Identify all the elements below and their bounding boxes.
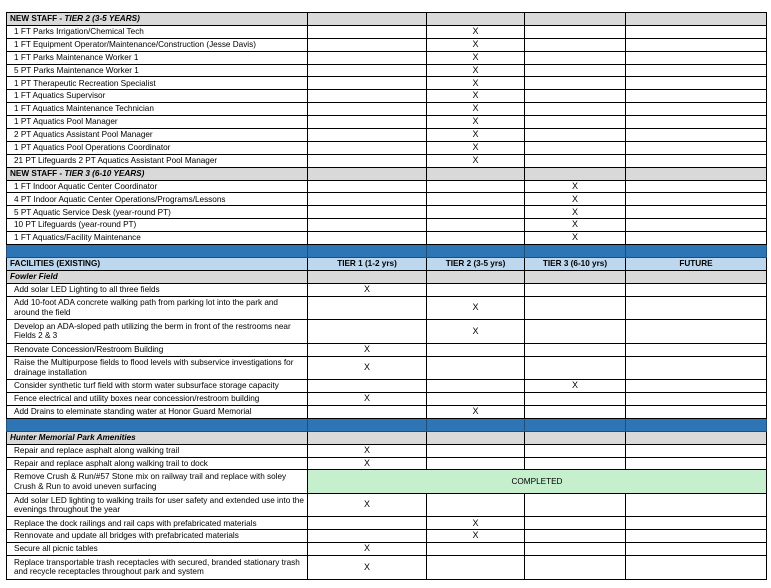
- tier-mark: X: [427, 320, 525, 344]
- table-row: [7, 129, 767, 142]
- table-row: [7, 380, 767, 393]
- row-label: Add 10-foot ADA concrete walking path from parking lot into the park and around the field: [7, 296, 308, 320]
- row-label: 1 PT Aquatics Pool Operations Coordinator: [7, 141, 308, 154]
- tier-mark: X: [525, 380, 626, 393]
- row-label: Secure all picnic tables: [7, 543, 308, 556]
- tier-mark: X: [427, 116, 525, 129]
- row-label: Fence electrical and utility boxes near concession/restroom building: [7, 392, 308, 405]
- tier-mark: X: [308, 543, 427, 556]
- tier-mark: X: [427, 296, 525, 320]
- table-row: [7, 25, 767, 38]
- tier-mark: X: [427, 90, 525, 103]
- section-title-staff-tier3: [7, 167, 308, 180]
- tier-mark: X: [308, 356, 427, 380]
- column-header-tier1: TIER 1 (1-2 yrs): [308, 258, 427, 271]
- table-row: [7, 470, 767, 494]
- row-label: Add Drains to eleminate standing water at Honor Guard Memorial: [7, 405, 308, 418]
- row-label: 1 FT Parks Irrigation/Chemical Tech: [7, 25, 308, 38]
- table-row: [7, 493, 767, 517]
- table-row: [7, 116, 767, 129]
- table-row: [7, 141, 767, 154]
- tier-mark: X: [525, 206, 626, 219]
- tier-mark: X: [427, 405, 525, 418]
- table-row: [7, 356, 767, 380]
- table-row: [7, 530, 767, 543]
- tier-mark: X: [427, 154, 525, 167]
- tier-mark: X: [308, 283, 427, 296]
- plan-table-container: [6, 12, 766, 580]
- table-row: [7, 457, 767, 470]
- facilities-header-label: FACILITIES (EXISTING): [7, 258, 308, 271]
- section-title-prefix: NEW STAFF -: [10, 14, 65, 24]
- tier-mark: X: [427, 517, 525, 530]
- completed-badge: COMPLETED: [308, 470, 767, 494]
- staffing-facilities-table: [6, 12, 767, 580]
- column-header-future: FUTURE: [626, 258, 767, 271]
- section-title-tier: TIER 3 (6-10 YEARS): [64, 168, 145, 178]
- tier-mark: X: [427, 25, 525, 38]
- subsection-title: Fowler Field: [7, 270, 308, 283]
- table-row: [7, 283, 767, 296]
- row-label: Add solar LED lighting to walking trails for user safety and extended use into the evenings throughout the year: [7, 493, 308, 517]
- table-row: [7, 543, 767, 556]
- section-row-staff-tier3: [7, 167, 767, 180]
- table-row: [7, 296, 767, 320]
- tier-mark: X: [525, 180, 626, 193]
- row-label: Renovate Concession/Restroom Building: [7, 343, 308, 356]
- row-label: 1 FT Indoor Aquatic Center Coordinator: [7, 180, 308, 193]
- row-label: Raise the Multipurpose fields to flood levels with subservice investigations for drainage installation: [7, 356, 308, 380]
- section-title-prefix: NEW STAFF -: [10, 168, 65, 178]
- row-label: 5 PT Parks Maintenance Worker 1: [7, 64, 308, 77]
- table-row: [7, 180, 767, 193]
- facilities-header-row: [7, 258, 767, 271]
- row-label: Replace transportable trash receptacles with secured, branded stationary trash and recycle receptacles throughout park and system: [7, 556, 308, 580]
- row-label: 1 FT Equipment Operator/Maintenance/Construction (Jesse Davis): [7, 38, 308, 51]
- tier-mark: X: [525, 232, 626, 245]
- row-label: Replace the dock railings and rail caps with prefabricated materials: [7, 517, 308, 530]
- tier-mark: X: [427, 141, 525, 154]
- row-label: 1 FT Parks Maintenance Worker 1: [7, 51, 308, 64]
- table-row: [7, 206, 767, 219]
- subsection-title: Hunter Memorial Park Amenities: [7, 431, 308, 444]
- table-row: [7, 103, 767, 116]
- tier-mark: X: [427, 103, 525, 116]
- section-title-tier: TIER 2 (3-5 YEARS): [64, 14, 140, 24]
- tier-mark: X: [308, 556, 427, 580]
- table-row: [7, 77, 767, 90]
- tier-mark: X: [308, 457, 427, 470]
- table-row: [7, 193, 767, 206]
- row-label: 1 FT Aquatics/Facility Maintenance: [7, 232, 308, 245]
- row-label: Develop an ADA-sloped path utilizing the berm in front of the restrooms near Fields 2 & 3: [7, 320, 308, 344]
- staff-tier2-rows: [7, 25, 767, 167]
- row-label: 1 FT Aquatics Supervisor: [7, 90, 308, 103]
- table-row: [7, 405, 767, 418]
- section-divider-band: [7, 418, 767, 431]
- table-row: [7, 444, 767, 457]
- row-label: 1 PT Aquatics Pool Manager: [7, 116, 308, 129]
- table-row: [7, 517, 767, 530]
- row-label: 1 PT Therapeutic Recreation Specialist: [7, 77, 308, 90]
- row-label: Remove Crush & Run/#57 Stone mix on railway trail and replace with soley Crush & Run to avoid uneven surfacing: [7, 470, 308, 494]
- section-divider-band: [7, 245, 767, 258]
- tier-mark: X: [427, 530, 525, 543]
- row-label: 21 PT Lifeguards 2 PT Aquatics Assistant Pool Manager: [7, 154, 308, 167]
- table-row: [7, 90, 767, 103]
- tier-mark: X: [427, 129, 525, 142]
- table-row: [7, 392, 767, 405]
- table-row: [7, 556, 767, 580]
- section-title-staff-tier2: [7, 13, 308, 26]
- tier-mark: X: [525, 193, 626, 206]
- tier-mark: X: [427, 51, 525, 64]
- table-row: [7, 154, 767, 167]
- subsection-row-hunter-memorial: [7, 431, 767, 444]
- section-row-staff-tier2: [7, 13, 767, 26]
- table-row: [7, 232, 767, 245]
- tier-mark: X: [308, 392, 427, 405]
- tier-mark: X: [525, 219, 626, 232]
- row-label: 10 PT Lifeguards (year-round PT): [7, 219, 308, 232]
- tier-mark: X: [308, 493, 427, 517]
- row-label: 2 PT Aquatics Assistant Pool Manager: [7, 129, 308, 142]
- tier-mark: X: [427, 64, 525, 77]
- column-header-tier3: TIER 3 (6-10 yrs): [525, 258, 626, 271]
- row-label: Rennovate and update all bridges with prefabricated materials: [7, 530, 308, 543]
- table-row: [7, 320, 767, 344]
- row-label: Consider synthetic turf field with storm water subsurface storage capacity: [7, 380, 308, 393]
- table-row: [7, 38, 767, 51]
- tier-mark: X: [427, 77, 525, 90]
- table-row: [7, 219, 767, 232]
- row-label: 4 PT Indoor Aquatic Center Operations/Programs/Lessons: [7, 193, 308, 206]
- tier-mark: X: [427, 38, 525, 51]
- row-label: 1 FT Aquatics Maintenance Technician: [7, 103, 308, 116]
- tier-mark: X: [308, 343, 427, 356]
- table-row: [7, 343, 767, 356]
- row-label: 5 PT Aquatic Service Desk (year-round PT): [7, 206, 308, 219]
- row-label: Add solar LED Lighting to all three fields: [7, 283, 308, 296]
- staff-tier3-rows: [7, 180, 767, 244]
- tier-mark: X: [308, 444, 427, 457]
- row-label: Repair and replace asphalt along walking trail: [7, 444, 308, 457]
- subsection-row-fowler-field: [7, 270, 767, 283]
- table-row: [7, 64, 767, 77]
- table-row: [7, 51, 767, 64]
- column-header-tier2: TIER 2 (3-5 yrs): [427, 258, 525, 271]
- row-label: Repair and replace asphalt along walking trail to dock: [7, 457, 308, 470]
